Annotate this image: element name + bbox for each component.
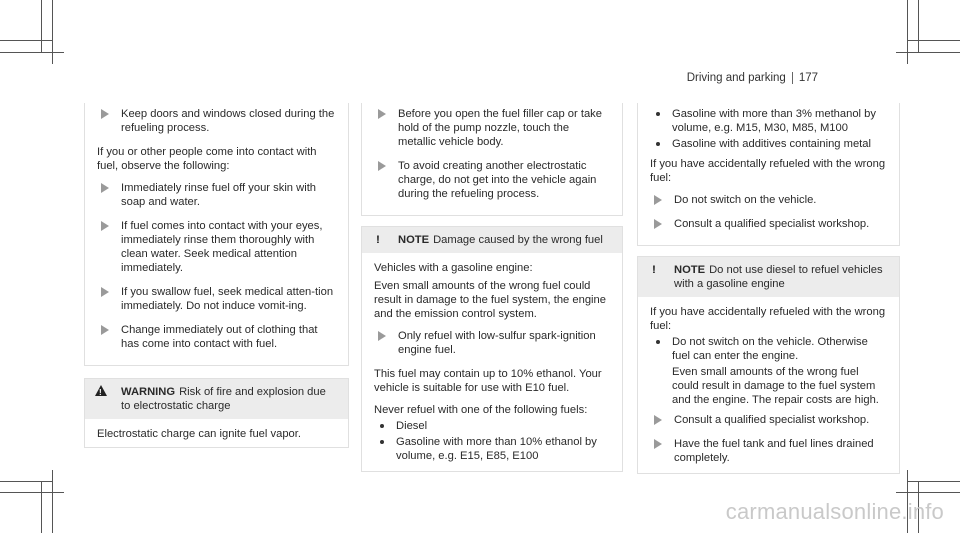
column-2 <box>361 103 623 472</box>
instructions-box <box>84 103 349 366</box>
list-item: Diesel <box>374 419 610 433</box>
running-header <box>687 72 818 84</box>
bullet-icon <box>656 112 660 116</box>
crop-mark <box>0 40 52 41</box>
crop-mark <box>52 470 53 533</box>
step-item: Before you open the fuel filler cap or take hold of the pump nozzle, touch the metallic vehicle body. <box>374 107 610 149</box>
arrow-icon <box>378 161 386 171</box>
step-item: Consult a qualified specialist workshop. <box>650 217 887 231</box>
crop-mark <box>907 0 908 64</box>
arrow-icon <box>654 195 662 205</box>
column-1 <box>84 103 349 448</box>
note-box <box>637 256 900 474</box>
arrow-icon <box>654 219 662 229</box>
crop-mark <box>896 492 960 493</box>
warning-body: Electrostatic charge can ignite fuel vapor. <box>97 428 301 440</box>
arrow-icon <box>101 183 109 193</box>
arrow-icon <box>654 439 662 449</box>
instructions-box <box>361 103 623 216</box>
paragraph: If you or other people come into contact with fuel, observe the following: <box>97 146 317 172</box>
warning-label: WARNING <box>121 386 176 398</box>
step-item: If you swallow fuel, seek medical atten-tion immediately. Do not induce vomit-ing. <box>97 285 336 313</box>
note-box <box>361 226 623 472</box>
crop-mark <box>908 481 960 482</box>
step-item: If fuel comes into contact with your eyes, immediately rinse them thoroughly with clean water. Seek medical attention immediately. <box>97 219 336 275</box>
warning-box <box>84 378 349 448</box>
arrow-icon <box>378 331 386 341</box>
bullet-icon <box>380 424 384 428</box>
crop-mark <box>918 0 919 52</box>
exclamation-icon: ! <box>652 264 656 276</box>
arrow-icon <box>101 109 109 119</box>
arrow-icon <box>101 325 109 335</box>
list-item: Gasoline with more than 3% methanol by volume, e.g. M15, M30, M85, M100 <box>650 107 887 135</box>
step-item: Keep doors and windows closed during the refueling process. <box>97 107 336 135</box>
crop-mark <box>41 0 42 52</box>
step-item: Consult a qualified specialist workshop. <box>650 413 887 427</box>
note-title: Damage caused by the wrong fuel <box>433 234 603 246</box>
note-body: Vehicles with a gasoline engine: Even small amounts of the wrong fuel could result in damage to the fuel system, the engine and the emission control system. Only refuel with low-sulfur spark-ignition engine fuel. This fuel may contain up to 10% ethanol. Your vehicle is suitable for use with E10 fuel. Never refuel with one of the following fuels: Diesel Gasoline with more than 10% ethanol by volume, e.g. E15, E85, E100 <box>362 253 622 471</box>
list-item: Gasoline with more than 10% ethanol by volume, e.g. E15, E85, E100 <box>374 435 610 463</box>
crop-mark <box>896 52 960 53</box>
bullet-icon <box>656 142 660 146</box>
bullet-icon <box>380 440 384 444</box>
warning-triangle-icon <box>95 385 107 396</box>
step-item: Immediately rinse fuel off your skin with soap and water. <box>97 181 336 209</box>
arrow-icon <box>654 415 662 425</box>
sub-paragraph: Even small amounts of the wrong fuel could result in damage to the fuel system and the engine. The repair costs are high. <box>672 366 879 406</box>
instructions-box <box>637 103 900 246</box>
column-3 <box>637 103 900 474</box>
arrow-icon <box>101 287 109 297</box>
page-number: 177 <box>792 72 818 84</box>
note-label: NOTE <box>398 234 430 246</box>
list-item: Do not switch on the vehicle. Otherwise fuel can enter the engine. <box>650 335 887 363</box>
bullet-icon <box>656 340 660 344</box>
step-item: Do not switch on the vehicle. <box>650 193 887 207</box>
crop-mark <box>0 52 64 53</box>
crop-mark <box>52 0 53 64</box>
arrow-icon <box>101 221 109 231</box>
watermark: carmanualsonline.info <box>725 499 944 524</box>
step-item: Change immediately out of clothing that has come into contact with fuel. <box>97 323 336 351</box>
warning-header <box>85 379 348 419</box>
exclamation-icon: ! <box>376 234 380 246</box>
note-title: Do not use diesel to refuel vehicles with a gasoline engine <box>674 264 883 290</box>
paragraph: If you have accidentally refueled with the wrong fuel: <box>650 158 886 184</box>
arrow-icon <box>378 109 386 119</box>
step-item: Have the fuel tank and fuel lines drained completely. <box>650 437 887 465</box>
section-title: Driving and parking <box>686 72 786 84</box>
note-label: NOTE <box>674 264 706 276</box>
crop-mark <box>41 481 42 533</box>
step-item: Only refuel with low-sulfur spark-ignition engine fuel. <box>374 329 610 357</box>
step-item: To avoid creating another electrostatic charge, do not get into the vehicle again during the refueling process. <box>374 159 610 201</box>
list-item: Gasoline with additives containing metal <box>650 137 887 151</box>
note-body: If you have accidentally refueled with the wrong fuel: Do not switch on the vehicle. Otherwise fuel can enter the engine. Even small amounts of the wrong fuel could result in damage to the fuel system and the engine. The repair costs are high. Consult a qualified specialist workshop. Have the fuel tank and fuel lines drained completely. <box>650 306 886 464</box>
crop-mark <box>0 481 52 482</box>
note-header <box>638 257 899 297</box>
crop-mark <box>908 40 960 41</box>
crop-mark <box>0 492 64 493</box>
note-header <box>362 227 622 253</box>
warning-title: Risk of fire and explosion due to electrostatic charge <box>121 386 326 412</box>
